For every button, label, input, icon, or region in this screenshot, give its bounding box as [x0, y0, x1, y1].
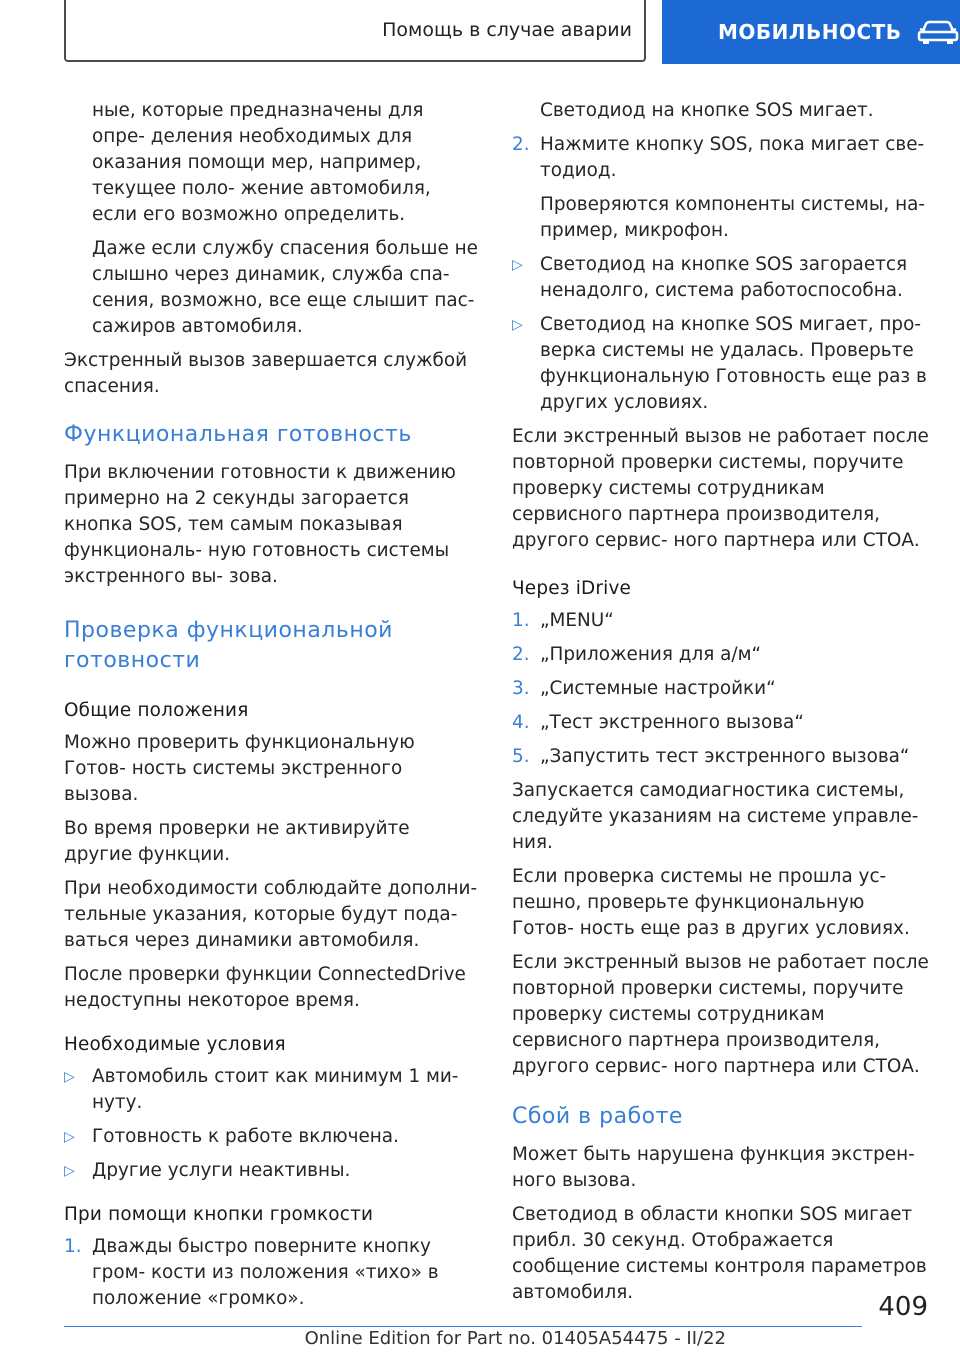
chapter-title: МОБИЛЬНОСТЬ — [718, 20, 902, 44]
paragraph: После проверки функции ConnectedDrive недоступны некоторое время. — [64, 964, 466, 1011]
step-number: 1. — [64, 1236, 82, 1257]
section-title: Помощь в случае аварии — [382, 19, 632, 41]
triangle-bullet-icon: ▷ — [512, 317, 523, 333]
paragraph: Светодиод в области кнопки SOS мигает прибл. 30 секунд. Отображается сообщение системы контроля параметров автомобиля. — [512, 1204, 927, 1303]
heading-ready: Функциональная готовность — [64, 422, 412, 447]
list-item: ▷ Автомобиль стоит как минимум 1 ми- нуту. — [64, 1064, 478, 1116]
paragraph: Даже если службу спасения больше не слышно через динамик, служба спа- сения, возможно, все еще слышит пас- сажиров автомобиля. — [92, 238, 478, 337]
triangle-bullet-icon: ▷ — [64, 1129, 75, 1145]
subheading-conditions: Необходимые условия — [64, 1034, 286, 1055]
right-column — [512, 98, 932, 1314]
paragraph: Если проверка системы не прошла ус- пешно, проверьте функциональную Готов- ность еще раз в других условиях. — [512, 866, 910, 939]
list-item: 3. „Системные настройки“ — [512, 676, 932, 702]
paragraph: Может быть нарушена функция экстрен- ного вызова. — [512, 1144, 915, 1191]
subheading-general: Общие положения — [64, 700, 249, 721]
triangle-bullet-icon: ▷ — [64, 1163, 75, 1179]
paragraph: Можно проверить функциональную Готов- ность системы экстренного вызова. — [64, 732, 415, 805]
list-item: ▷ Светодиод на кнопке SOS мигает, про- верка системы не удалась. Проверьте функциональную Готовность еще раз в других условиях. — [512, 312, 932, 416]
triangle-bullet-icon: ▷ — [512, 257, 523, 273]
step-number: 4. — [512, 712, 530, 733]
list-item: 2. Нажмите кнопку SOS, пока мигает све- тодиод. — [512, 132, 932, 184]
page-number: 409 — [878, 1292, 928, 1322]
paragraph: Если экстренный вызов не работает после повторной проверки системы, поручите проверку системы сотрудникам сервисного партнера производителя, другого сервис- ного партнера или СТОА. — [512, 952, 929, 1077]
paragraph: Если экстренный вызов не работает после повторной проверки системы, поручите проверку системы сотрудникам сервисного партнера производителя, другого сервис- ного партнера или СТОА. — [512, 426, 929, 551]
page-header — [0, 0, 960, 66]
paragraph: Экстренный вызов завершается службой спасения. — [64, 350, 468, 397]
list-item: 1. „MENU“ — [512, 608, 932, 634]
paragraph: Светодиод на кнопке SOS мигает. — [540, 100, 874, 121]
left-column — [64, 98, 478, 1320]
step-number: 2. — [512, 134, 530, 155]
paragraph: При необходимости соблюдайте дополни- тельные указания, которые будут пода- ваться через динамики автомобиля. — [64, 878, 478, 951]
paragraph: Запускается самодиагностика системы, следуйте указаниям на системе управле- ния. — [512, 780, 919, 853]
footer-divider — [64, 1326, 862, 1327]
step-number: 1. — [512, 610, 530, 631]
list-item: ▷ Светодиод на кнопке SOS загорается ненадолго, система работоспособна. — [512, 252, 932, 304]
step-number: 2. — [512, 644, 530, 665]
list-item: 1. Дважды быстро поверните кнопку гром- кости из положения «тихо» в положение «громко». — [64, 1234, 478, 1312]
list-item: ▷ Готовность к работе включена. — [64, 1124, 478, 1150]
chapter-tab — [662, 0, 960, 64]
list-item: 4. „Тест экстренного вызова“ — [512, 710, 932, 736]
car-icon — [916, 19, 960, 45]
list-item: 2. „Приложения для а/м“ — [512, 642, 932, 668]
step-number: 3. — [512, 678, 530, 699]
subheading-volume: При помощи кнопки громкости — [64, 1204, 374, 1225]
paragraph: Проверяются компоненты системы, на- пример, микрофон. — [540, 194, 926, 241]
edition-note: Online Edition for Part no. 01405A54475 - II/22 — [304, 1328, 726, 1349]
paragraph: Во время проверки не активируйте другие функции. — [64, 818, 410, 865]
section-tab — [64, 0, 646, 62]
heading-check: Проверка функциональной готовности — [64, 618, 393, 673]
heading-malfunction: Сбой в работе — [512, 1104, 683, 1129]
list-item: 5. „Запустить тест экстренного вызова“ — [512, 744, 932, 770]
triangle-bullet-icon: ▷ — [64, 1069, 75, 1085]
subheading-idrive: Через iDrive — [512, 578, 632, 599]
step-number: 5. — [512, 746, 530, 767]
paragraph: ные, которые предназначены для опре- деления необходимых для оказания помощи мер, например, текущее поло- жение автомобиля, если его возможно определить. — [92, 100, 431, 225]
list-item: ▷ Другие услуги неактивны. — [64, 1158, 478, 1184]
paragraph: При включении готовности к движению примерно на 2 секунды загорается кнопка SOS, тем самым показывая функциональ- ную готовность системы экстренного вы- зова. — [64, 462, 456, 587]
